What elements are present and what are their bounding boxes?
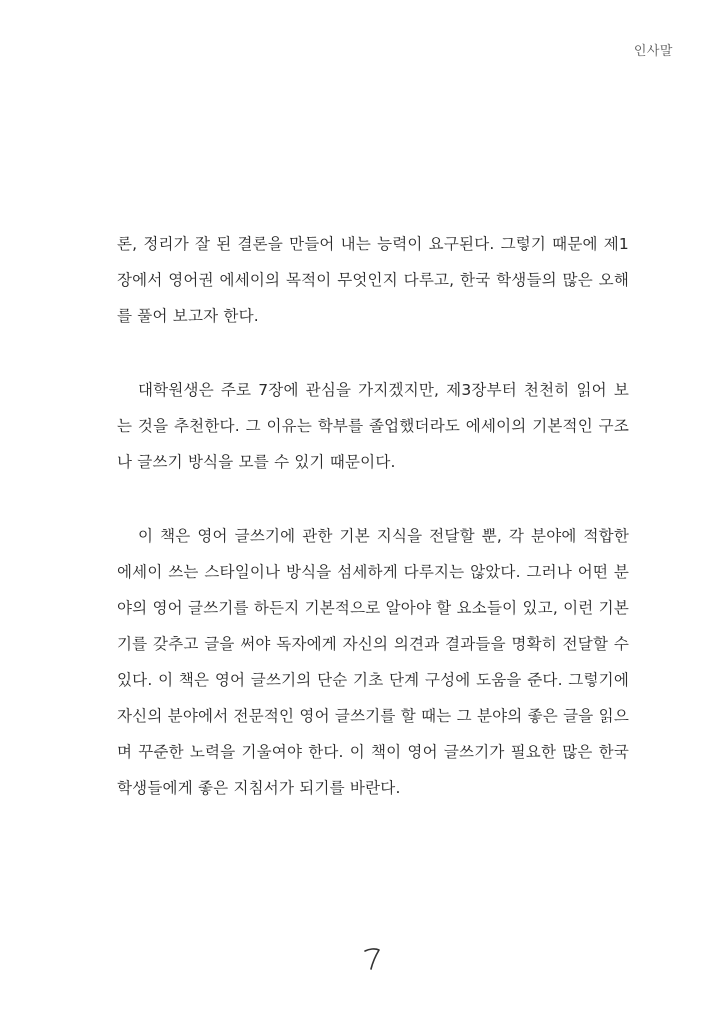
- page-number: [360, 942, 384, 972]
- body-text: [117, 226, 629, 844]
- paragraph-graduate-students: 대학원생은 주로 7장에 관심을 가지겠지만, 제3장부터 천천히 읽어 보는 것을 추천한다. 그 이유는 학부를 졸업했더라도 에세이의 기본적인 구조나 글쓰기 방식을 모를 수 있기 때문이다.: [117, 381, 629, 471]
- paragraph-book-purpose: 이 책은 영어 글쓰기에 관한 기본 지식을 전달할 뿐, 각 분야에 적합한 에세이 쓰는 스타일이나 방식을 섬세하게 다루지는 않았다. 그러나 어떤 분야의 영어 글쓰기를 하든지 기본적으로 알아야 할 요소들이 있고, 이런 기본기를 갖추고 글을 써야 독자에게 자신의 의견과 결과들을 명확히 전달할 수 있다. 이 책은 영어 글쓰기의 단순 기초 단계 구성에 도움을 준다. 그렇기에 자신의 분야에서 전문적인 영어 글쓰기를 할 때는 그 분야의 좋은 글을 읽으며 꾸준한 노력을 기울여야 한다. 이 책이 영어 글쓰기가 필요한 많은 한국 학생들에게 좋은 지침서가 되기를 바란다.: [117, 527, 629, 797]
- paragraph-continuation: 론, 정리가 잘 된 결론을 만들어 내는 능력이 요구된다. 그렇기 때문에 제1장에서 영어권 에세이의 목적이 무엇인지 다루고, 한국 학생들의 많은 오해를 풀어 보고자 한다.: [117, 235, 629, 325]
- running-header-section-title: 인사말: [633, 44, 673, 59]
